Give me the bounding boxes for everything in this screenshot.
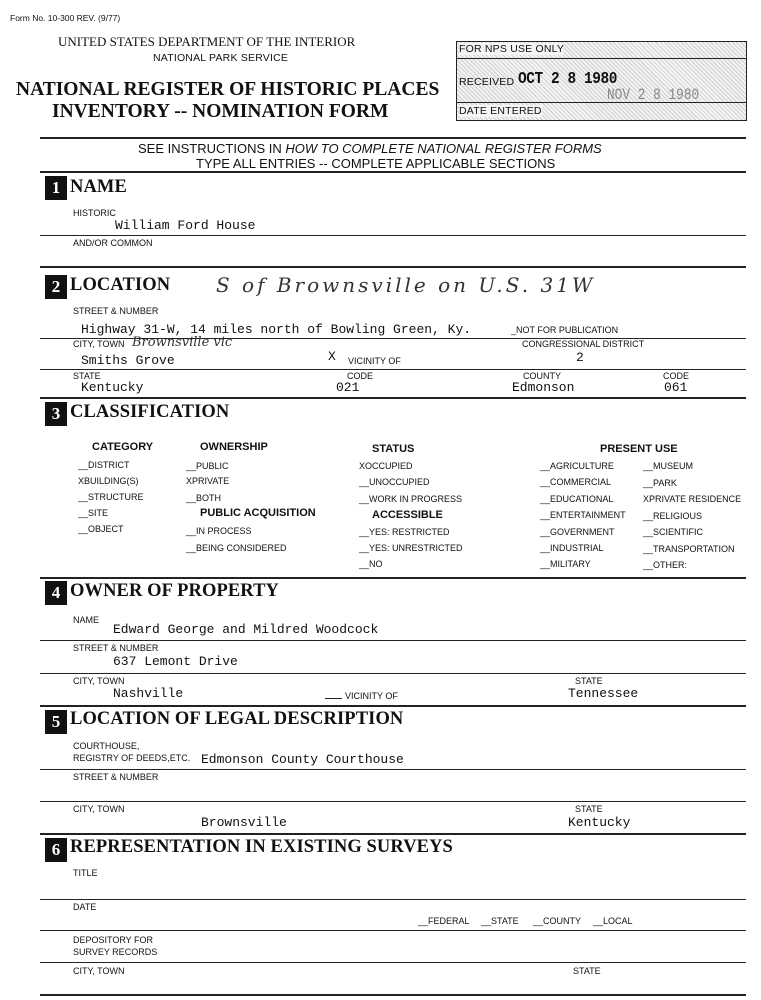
- access-restricted: __YES: RESTRICTED: [359, 527, 450, 537]
- received-stamp: OCT 2 8 1980: [518, 70, 617, 89]
- section-1-number: 1: [45, 176, 67, 200]
- street-label: STREET & NUMBER: [73, 306, 159, 316]
- vicinity-label: VICINITY OF: [348, 356, 401, 366]
- ownership-heading: OWNERSHIP: [200, 441, 268, 453]
- use-entertainment: __ENTERTAINMENT: [540, 510, 626, 520]
- section-1-title: NAME: [70, 177, 127, 197]
- section-4-title: OWNER OF PROPERTY: [70, 581, 280, 601]
- access-unrestricted: __YES: UNRESTRICTED: [359, 543, 463, 553]
- depository-label-2: SURVEY RECORDS: [73, 947, 158, 957]
- section-3-title: CLASSIFICATION: [70, 402, 230, 422]
- level-state: __STATE: [481, 916, 519, 926]
- owner-vicinity-label: VICINITY OF: [345, 691, 398, 701]
- courthouse-label-1: COURTHOUSE,: [73, 741, 140, 751]
- owner-city-label: CITY, TOWN: [73, 676, 125, 686]
- vicinity-mark: X: [328, 349, 336, 364]
- acq-in-process: __IN PROCESS: [186, 526, 252, 536]
- use-scientific: __SCIENTIFIC: [643, 527, 704, 537]
- acq-being-considered: __BEING CONSIDERED: [186, 543, 287, 553]
- level-county: __COUNTY: [533, 916, 582, 926]
- accessible-heading: ACCESSIBLE: [372, 509, 443, 521]
- section-6-title: REPRESENTATION IN EXISTING SURVEYS: [70, 837, 453, 857]
- use-museum: __MUSEUM: [643, 461, 694, 471]
- use-industrial: __INDUSTRIAL: [540, 543, 604, 553]
- courthouse-value: Edmonson County Courthouse: [201, 752, 404, 767]
- ownership-private: XPRIVATE: [186, 476, 230, 486]
- legal-city-label: CITY, TOWN: [73, 804, 125, 814]
- legal-state-label: STATE: [575, 804, 603, 814]
- state-value: Kentucky: [81, 380, 144, 395]
- historic-label: HISTORIC: [73, 208, 116, 218]
- status-heading: STATUS: [372, 443, 415, 455]
- service-name: NATIONAL PARK SERVICE: [153, 52, 289, 64]
- nps-use-label: FOR NPS USE ONLY: [459, 43, 565, 55]
- county-code-value: 061: [664, 380, 688, 395]
- use-religious: __RELIGIOUS: [643, 511, 703, 521]
- category-object: __OBJECT: [78, 524, 124, 534]
- use-park: __PARK: [643, 478, 677, 488]
- level-local: __LOCAL: [593, 916, 633, 926]
- depository-label-1: DEPOSITORY FOR: [73, 935, 154, 945]
- common-label: AND/OR COMMON: [73, 238, 153, 248]
- section-4-number: 4: [45, 581, 67, 605]
- city-handwritten: Brownsville vic: [132, 335, 233, 350]
- owner-name-label: NAME: [73, 615, 100, 625]
- survey-title-label: TITLE: [73, 868, 98, 878]
- congressional-label: CONGRESSIONAL DISTRICT: [522, 339, 645, 349]
- use-agriculture: __AGRICULTURE: [540, 461, 614, 471]
- use-military: __MILITARY: [540, 559, 591, 569]
- location-handwritten-note: S of Brownsville on U.S. 31W: [216, 273, 596, 297]
- owner-name: Edward George and Mildred Woodcock: [113, 622, 379, 637]
- status-occupied: XOCCUPIED: [359, 461, 413, 471]
- section-2-number: 2: [45, 275, 67, 299]
- category-building: XBUILDING(S): [78, 476, 139, 486]
- state-label: STATE: [73, 371, 101, 381]
- instructions-line-2: TYPE ALL ENTRIES -- COMPLETE APPLICABLE SECTIONS: [196, 156, 556, 171]
- present-use-heading: PRESENT USE: [600, 443, 678, 455]
- courthouse-label-2: REGISTRY OF DEEDS,ETC.: [73, 753, 191, 763]
- department-name: UNITED STATES DEPARTMENT OF THE INTERIOR: [58, 34, 356, 49]
- survey-state-label: STATE: [573, 966, 601, 976]
- access-no: __NO: [359, 559, 383, 569]
- county-value: Edmonson: [512, 380, 575, 395]
- section-5-title: LOCATION OF LEGAL DESCRIPTION: [70, 709, 404, 729]
- section-3-number: 3: [45, 402, 67, 426]
- state-code-label: CODE: [347, 371, 374, 381]
- historic-name: William Ford House: [115, 218, 256, 233]
- use-commercial: __COMMERCIAL: [540, 477, 612, 487]
- legal-city: Brownsville: [201, 815, 287, 830]
- form-number: Form No. 10-300 REV. (9/77): [10, 13, 121, 23]
- legal-state: Kentucky: [568, 815, 631, 830]
- county-label: COUNTY: [523, 371, 561, 381]
- owner-street: 637 Lemont Drive: [113, 654, 238, 669]
- congressional-value: 2: [576, 350, 584, 365]
- date-entered-label: DATE ENTERED: [459, 105, 542, 117]
- section-2-title: LOCATION: [70, 275, 171, 295]
- use-private-residence: XPRIVATE RESIDENCE: [643, 494, 742, 504]
- public-acquisition-heading: PUBLIC ACQUISITION: [200, 507, 316, 519]
- entered-stamp: NOV 2 8 1980: [607, 86, 700, 104]
- received-label: RECEIVED: [459, 76, 515, 88]
- section-5-number: 5: [45, 710, 67, 734]
- owner-city: Nashville: [113, 686, 184, 701]
- form-title-1: NATIONAL REGISTER OF HISTORIC PLACES: [16, 79, 440, 100]
- county-code-label: CODE: [663, 371, 690, 381]
- category-structure: __STRUCTURE: [78, 492, 144, 502]
- survey-city-label: CITY, TOWN: [73, 966, 125, 976]
- level-federal: __FEDERAL: [418, 916, 470, 926]
- ownership-both: __BOTH: [186, 493, 222, 503]
- street-value: Highway 31-W, 14 miles north of Bowling Green, Ky.: [81, 322, 472, 337]
- city-label: CITY, TOWN: [73, 339, 125, 349]
- instructions-line-1: SEE INSTRUCTIONS IN HOW TO COMPLETE NATIONAL REGISTER FORMS: [138, 141, 602, 156]
- use-government: __GOVERNMENT: [540, 527, 615, 537]
- category-site: __SITE: [78, 508, 109, 518]
- status-work-in-progress: __WORK IN PROGRESS: [359, 494, 463, 504]
- section-6-number: 6: [45, 838, 67, 862]
- owner-state-label: STATE: [575, 676, 603, 686]
- not-for-publication: _NOT FOR PUBLICATION: [511, 325, 619, 335]
- use-educational: __EDUCATIONAL: [540, 494, 614, 504]
- use-other: __OTHER:: [643, 560, 688, 570]
- owner-state: Tennessee: [568, 686, 639, 701]
- nps-use-box: [456, 41, 747, 121]
- form-title-2: INVENTORY -- NOMINATION FORM: [52, 101, 389, 122]
- city-value: Smiths Grove: [81, 353, 175, 368]
- state-code-value: 021: [336, 380, 360, 395]
- use-transportation: __TRANSPORTATION: [643, 544, 735, 554]
- survey-date-label: DATE: [73, 902, 97, 912]
- category-district: __DISTRICT: [78, 460, 130, 470]
- status-unoccupied: __UNOCCUPIED: [359, 477, 430, 487]
- category-heading: CATEGORY: [92, 441, 154, 453]
- legal-street-label: STREET & NUMBER: [73, 772, 159, 782]
- owner-street-label: STREET & NUMBER: [73, 643, 159, 653]
- ownership-public: __PUBLIC: [186, 461, 229, 471]
